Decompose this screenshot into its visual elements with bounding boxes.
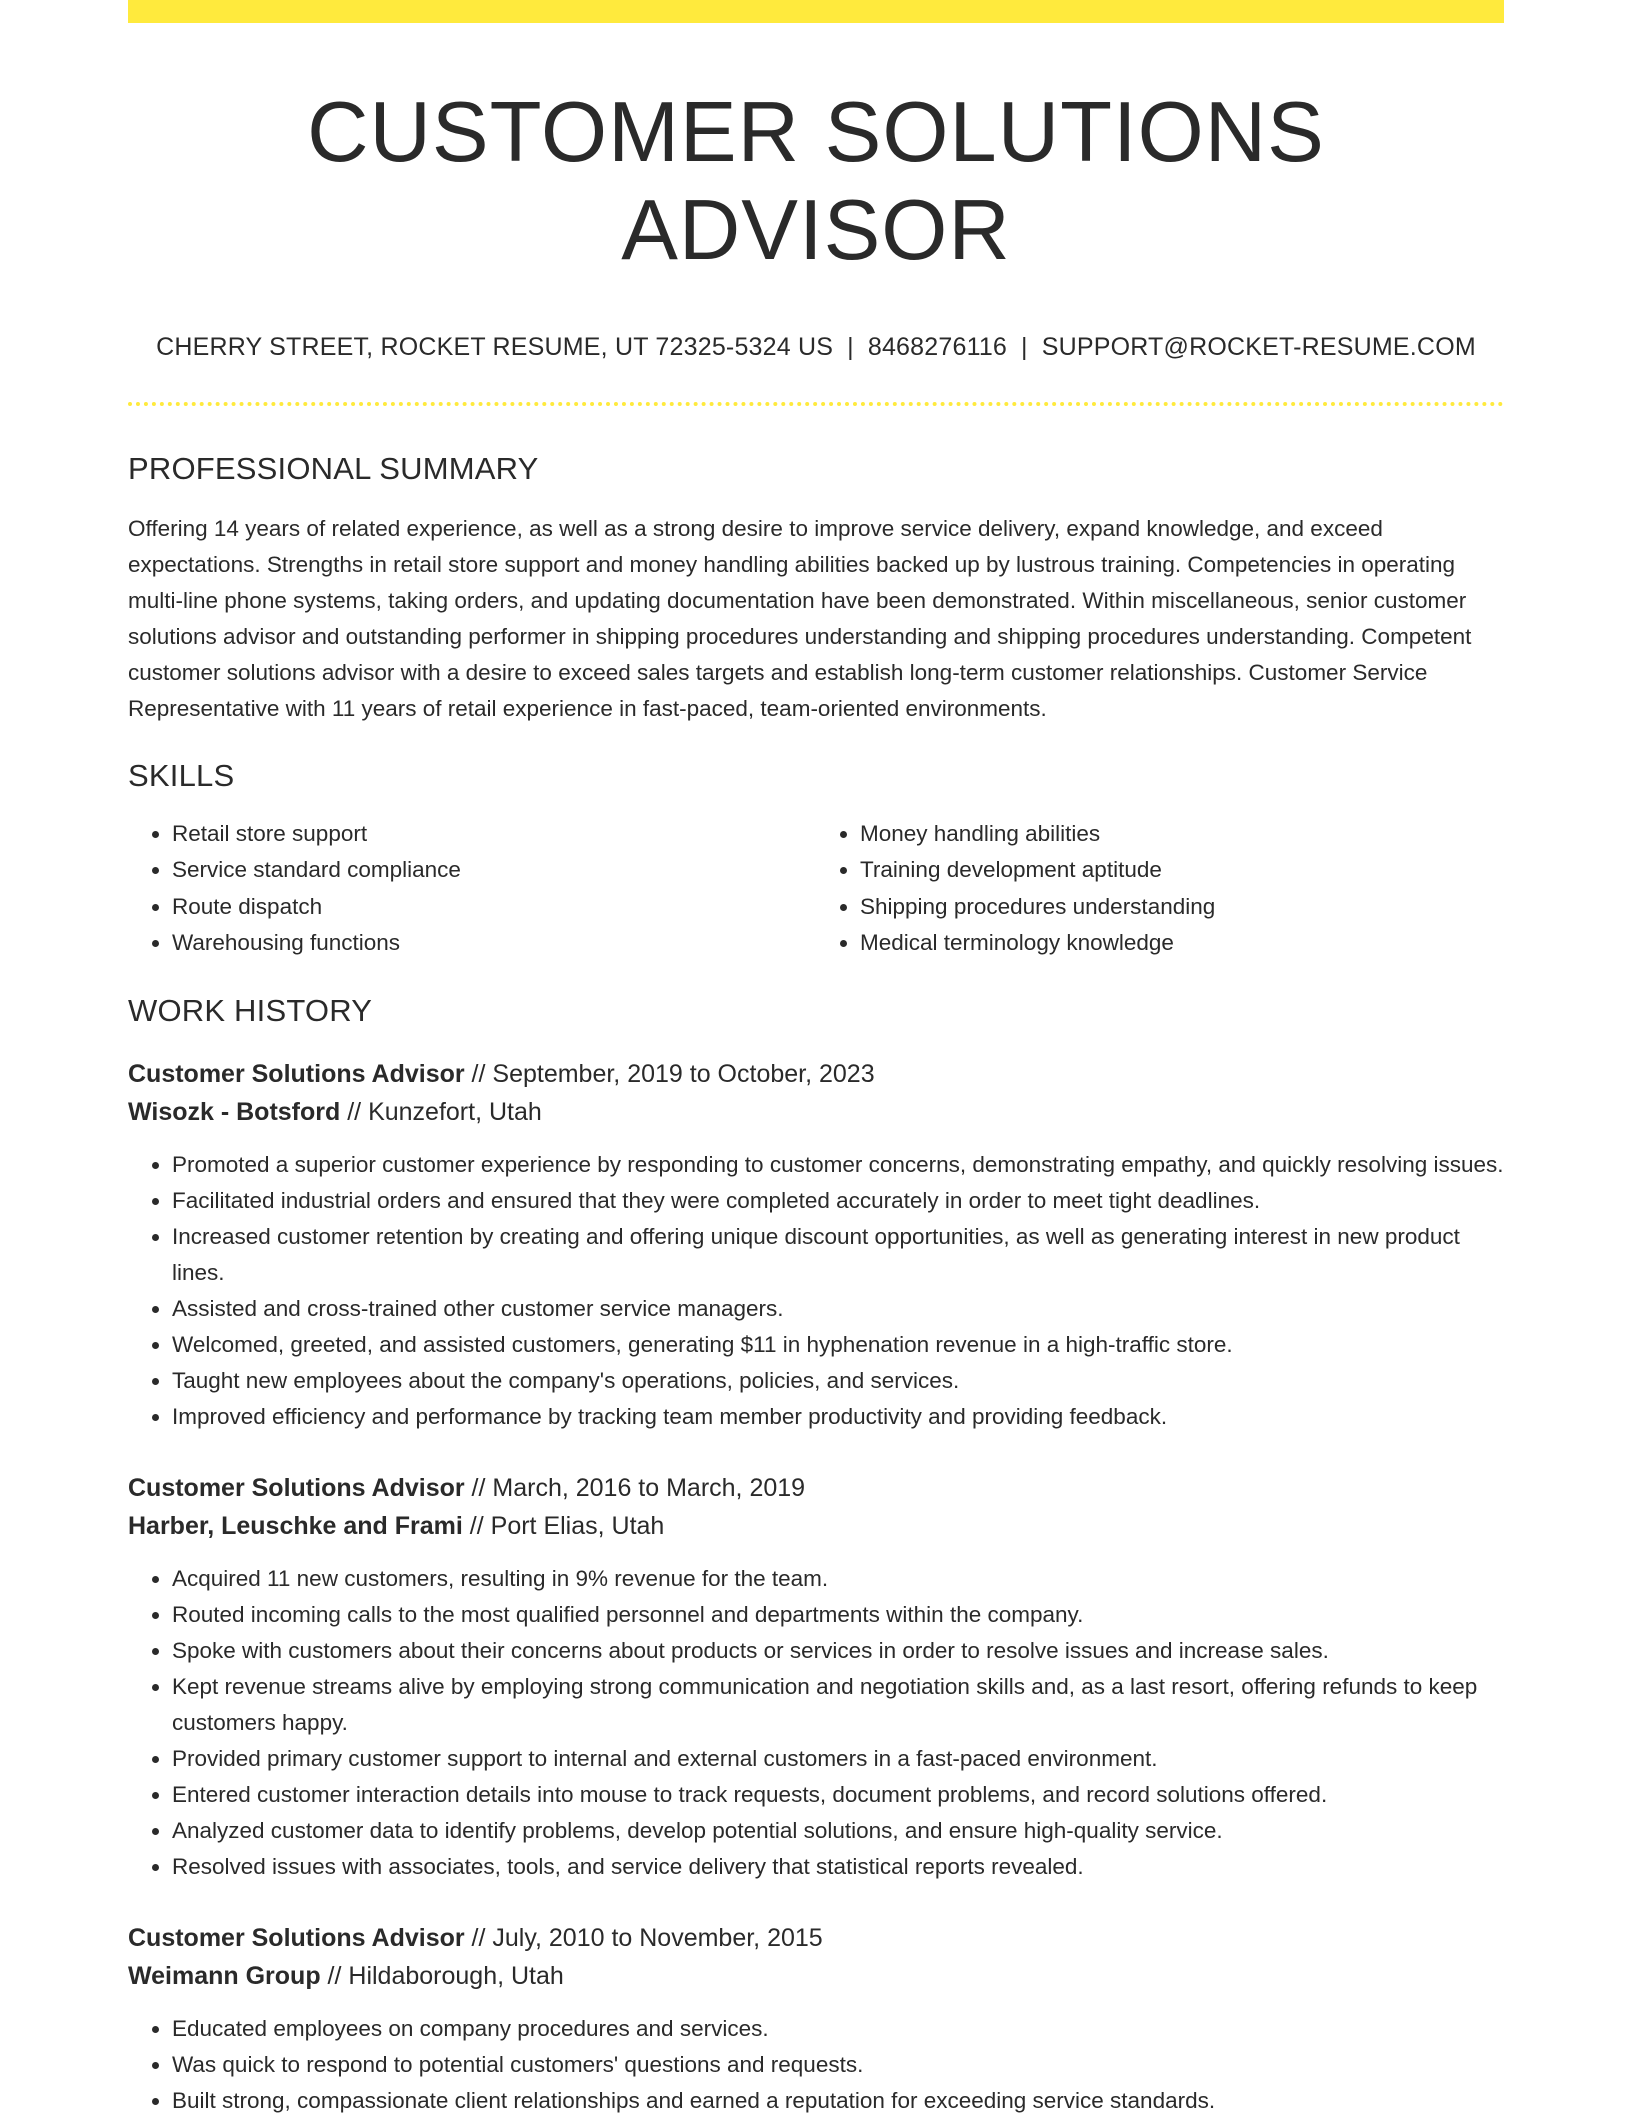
job-dates: // September, 2019 to October, 2023 <box>464 1060 875 1089</box>
job-bullet: • Built strong, compassionate client relationships and earned a reputation for exceeding service standards. <box>172 2083 1504 2119</box>
job-bullets <box>128 2011 1504 2119</box>
skill-item: • Money handling abilities <box>860 816 1504 853</box>
skill-item: • Service standard compliance <box>172 852 816 889</box>
job-entry <box>128 1055 1504 1435</box>
skill-item: • Retail store support <box>172 816 816 853</box>
job-dates: // July, 2010 to November, 2015 <box>464 1924 823 1953</box>
summary-text: Offering 14 years of related experience, as well as a strong desire to improve service delivery, expand knowledge, and exceed expectations. Strengths in retail store support and money handling abilities backed up by lustrous training. Competencies in operating multi-line phone systems, taking orders, and updating documentation have been demonstrated. Within miscellaneous, senior customer solutions advisor and outstanding performer in shipping procedures understanding and shipping procedures understanding. Competent customer solutions advisor with a desire to exceed sales targets and establish long-term customer relationships. Customer Service Representative with 11 years of retail experience in fast-paced, team-oriented environments. <box>128 515 1472 721</box>
job-bullet: • Increased customer retention by creating and offering unique discount opportunities, as well as generating interest in new product lines. <box>172 1219 1504 1291</box>
job-dates: // March, 2016 to March, 2019 <box>464 1474 806 1503</box>
phone: 8468276116 <box>867 332 1008 361</box>
skill-item: • Warehousing functions <box>172 925 816 962</box>
skills-heading: SKILLS <box>128 757 235 793</box>
job-entry <box>128 1469 1504 1885</box>
resume-page <box>128 0 1504 2119</box>
separator: | <box>1021 332 1028 361</box>
job-company-line <box>128 1507 1504 1545</box>
job-bullet: • Welcomed, greeted, and assisted customers, generating $11 in hyphenation revenue in a high-traffic store. <box>172 1327 1504 1363</box>
address: CHERRY STREET, ROCKET RESUME, UT 72325-5324 US <box>156 332 834 361</box>
dotted-divider <box>128 402 1504 406</box>
skill-item: • Shipping procedures understanding <box>860 889 1504 926</box>
job-role-line <box>128 1919 1504 1957</box>
job-bullet: • Promoted a superior customer experience by responding to customer concerns, demonstrating empathy, and quickly resolving issues. <box>172 1147 1504 1183</box>
job-bullets <box>128 1561 1504 1885</box>
page-title: CUSTOMER SOLUTIONS ADVISOR <box>307 85 1325 278</box>
job-role: Customer Solutions Advisor <box>128 1060 465 1089</box>
job-bullet: • Acquired 11 new customers, resulting in 9% revenue for the team. <box>172 1561 1504 1597</box>
job-bullet: • Improved efficiency and performance by tracking team member productivity and providing feedback. <box>172 1399 1504 1435</box>
job-bullets <box>128 1147 1504 1435</box>
job-bullet: • Spoke with customers about their concerns about products or services in order to resolve issues and increase sales. <box>172 1633 1504 1669</box>
summary-heading: PROFESSIONAL SUMMARY <box>128 450 539 486</box>
job-bullet: • Provided primary customer support to internal and external customers in a fast-paced environment. <box>172 1741 1504 1777</box>
job-bullet: • Routed incoming calls to the most qualified personnel and departments within the company. <box>172 1597 1504 1633</box>
job-bullet: • Facilitated industrial orders and ensured that they were completed accurately in order to meet tight deadlines. <box>172 1183 1504 1219</box>
job-location: // Port Elias, Utah <box>462 1512 665 1541</box>
job-bullet: • Entered customer interaction details into mouse to track requests, document problems, and record solutions offered. <box>172 1777 1504 1813</box>
skill-item: • Route dispatch <box>172 889 816 926</box>
job-location: // Kunzefort, Utah <box>340 1098 542 1127</box>
job-company: Wisozk - Botsford <box>128 1098 341 1127</box>
job-bullet: • Was quick to respond to potential customers' questions and requests. <box>172 2047 1504 2083</box>
skills-column-right <box>816 816 1504 962</box>
skill-item: • Training development aptitude <box>860 852 1504 889</box>
job-role-line <box>128 1055 1504 1093</box>
work-history-heading: WORK HISTORY <box>128 992 373 1028</box>
job-bullet: • Educated employees on company procedures and services. <box>172 2011 1504 2047</box>
job-location: // Hildaborough, Utah <box>320 1962 564 1991</box>
job-bullet: • Kept revenue streams alive by employing strong communication and negotiation skills and, as a last resort, offering refunds to keep customers happy. <box>172 1669 1504 1741</box>
skill-item: • Medical terminology knowledge <box>860 925 1504 962</box>
job-entry <box>128 1919 1504 2119</box>
job-company: Harber, Leuschke and Frami <box>128 1512 463 1541</box>
contact-line <box>128 332 1504 362</box>
job-company-line <box>128 1957 1504 1995</box>
job-role: Customer Solutions Advisor <box>128 1474 465 1503</box>
job-bullet: • Analyzed customer data to identify problems, develop potential solutions, and ensure high-quality service. <box>172 1813 1504 1849</box>
skills-list <box>128 816 1504 962</box>
email-link[interactable]: SUPPORT@ROCKET-RESUME.COM <box>1041 332 1476 361</box>
skills-column-left <box>128 816 816 962</box>
separator: | <box>847 332 854 361</box>
job-company-line <box>128 1093 1504 1131</box>
accent-bar <box>128 0 1504 23</box>
job-company: Weimann Group <box>128 1962 321 1991</box>
job-bullet: • Resolved issues with associates, tools, and service delivery that statistical reports revealed. <box>172 1849 1504 1885</box>
job-role: Customer Solutions Advisor <box>128 1924 465 1953</box>
job-bullet: • Taught new employees about the company's operations, policies, and services. <box>172 1363 1504 1399</box>
job-role-line <box>128 1469 1504 1507</box>
job-bullet: • Assisted and cross-trained other customer service managers. <box>172 1291 1504 1327</box>
